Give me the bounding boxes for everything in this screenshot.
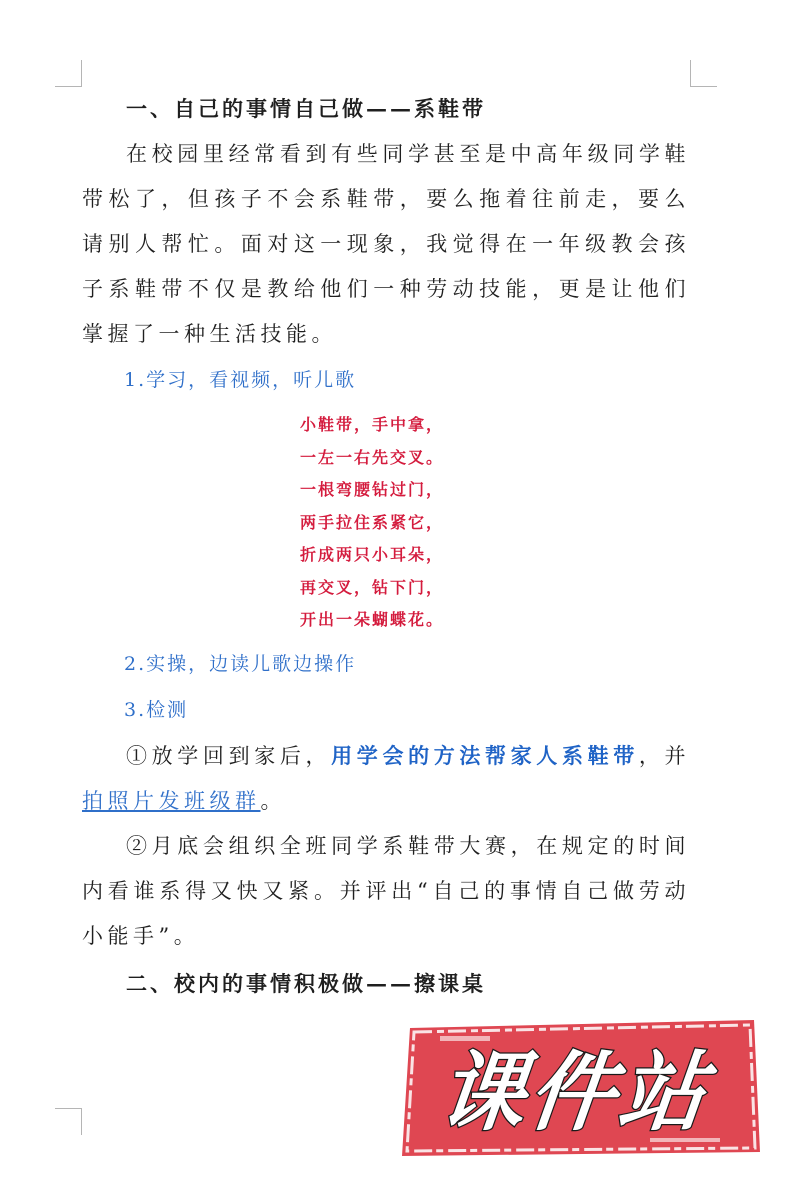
stamp-text: 课件站: [433, 1043, 715, 1143]
crop-mark-top-left: [55, 60, 82, 87]
check-item-2: ②月底会组织全班同学系鞋带大赛，在规定的时间内看谁系得又快又紧。并评出“自己的事情自己做劳动小能手”。: [82, 833, 690, 948]
crop-mark-top-right: [690, 60, 717, 87]
rhyme-line: 开出一朵蝴蝶花。: [300, 610, 445, 629]
rhyme-line: 再交叉，钻下门，: [300, 577, 445, 597]
check-item-1-suffix: 。: [260, 788, 286, 813]
section-1-heading: 一、自己的事情自己做——系鞋带: [126, 96, 486, 121]
step-2-heading: 2.实操，边读儿歌边操作: [124, 652, 357, 675]
rhyme-line: 两手拉住系紧它，: [300, 512, 445, 532]
rhyme-line: 小鞋带，手中拿，: [300, 415, 445, 434]
check-item-1-middle: ，并: [638, 743, 691, 768]
step-1-heading: 1.学习，看视频，听儿歌: [124, 369, 357, 391]
rhyme-line: 一左一右先交叉。: [300, 447, 445, 467]
nursery-rhyme: [82, 409, 690, 637]
rhyme-line: 折成两只小耳朵，: [300, 545, 445, 564]
document-body: [82, 86, 690, 1007]
check-item-1: [82, 733, 690, 824]
check-item-1-link[interactable]: 拍照片发班级群: [82, 788, 261, 813]
rhyme-line: 一根弯腰钻过门，: [300, 480, 445, 499]
check-item-1-prefix: ①放学回到家后，: [126, 743, 332, 768]
section-2-heading: 二、校内的事情积极做——擦课桌: [126, 970, 486, 996]
section-1-intro: 在校园里经常看到有些同学甚至是中高年级同学鞋带松了，但孩子不会系鞋带，要么拖着往前走，要么请别人帮忙。面对这一现象，我觉得在一年级教会孩子系鞋带不仅是教给他们一种劳动技能，更是让他们掌握了一种生活技能。: [82, 142, 690, 346]
watermark-stamp: [400, 1018, 764, 1158]
step-3-heading: 3.检测: [124, 698, 189, 721]
check-item-1-highlight: 用学会的方法帮家人系鞋带: [331, 742, 639, 768]
crop-mark-bottom-left: [55, 1108, 82, 1135]
